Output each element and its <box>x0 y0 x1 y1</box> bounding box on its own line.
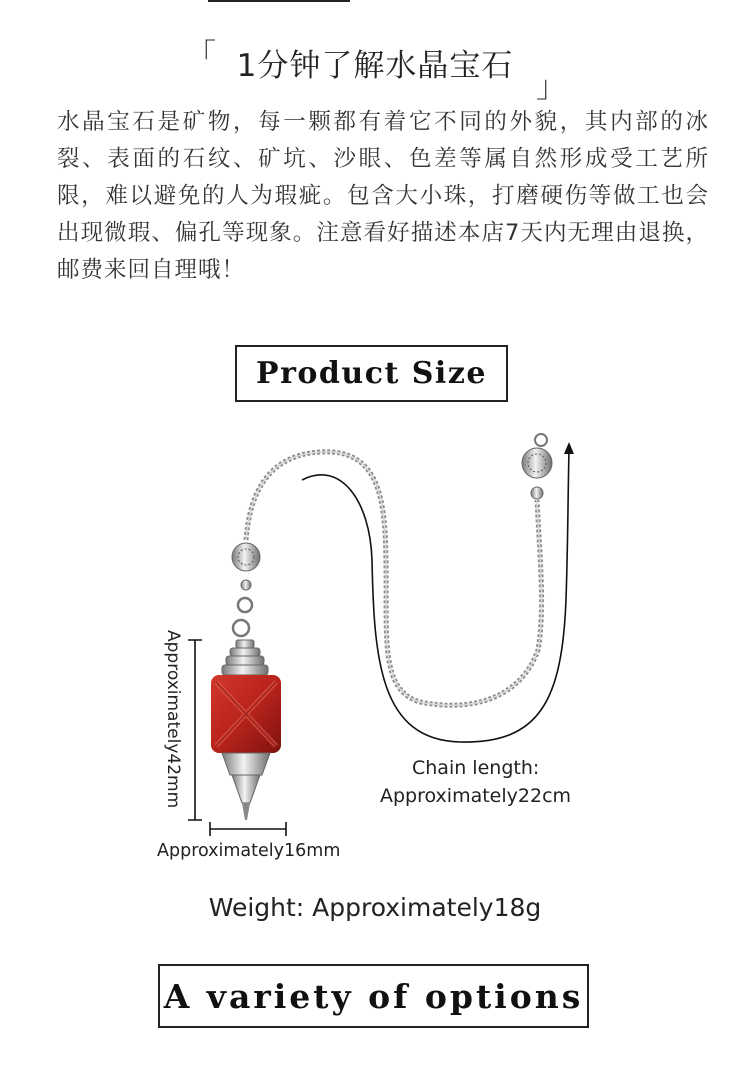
pendulum-product-image <box>0 420 750 880</box>
weight-label: Weight: Approximately18g <box>208 893 542 922</box>
page-title: 1分钟了解水晶宝石 <box>236 48 514 84</box>
title-bracket-open: 「 <box>186 38 216 73</box>
chain <box>246 452 542 705</box>
product-size-heading: Product Size <box>235 345 508 402</box>
intro-paragraph: 水晶宝石是矿物，每一颗都有着它不同的外貌，其内部的冰裂、表面的石纹、矿坑、沙眼、色差等属自然形成受工艺所限，难以避免的人为瑕疵。包含大小珠，打磨硬伤等做工也会出现微瑕、偏孔等现象。注意看好描述本店7天内无理由退换，邮费来回自理哦！ <box>57 109 709 283</box>
filigree-bead-icon <box>522 448 552 478</box>
top-divider <box>208 0 350 2</box>
chain-length-value: Approximately22cm <box>380 785 572 807</box>
title-bracket-close: 」 <box>536 70 566 105</box>
height-dimension-line <box>188 640 202 820</box>
chain-length-label: Chain length: <box>412 757 540 779</box>
filigree-bead-icon <box>232 543 260 571</box>
variety-heading: A variety of options <box>158 964 589 1028</box>
chain-length-guide-line <box>302 450 569 742</box>
width-dimension-line <box>210 822 286 836</box>
arrow-up-icon <box>564 442 574 454</box>
width-label: Approximately16mm <box>157 841 341 861</box>
height-label: Approximately42mm <box>163 630 183 809</box>
